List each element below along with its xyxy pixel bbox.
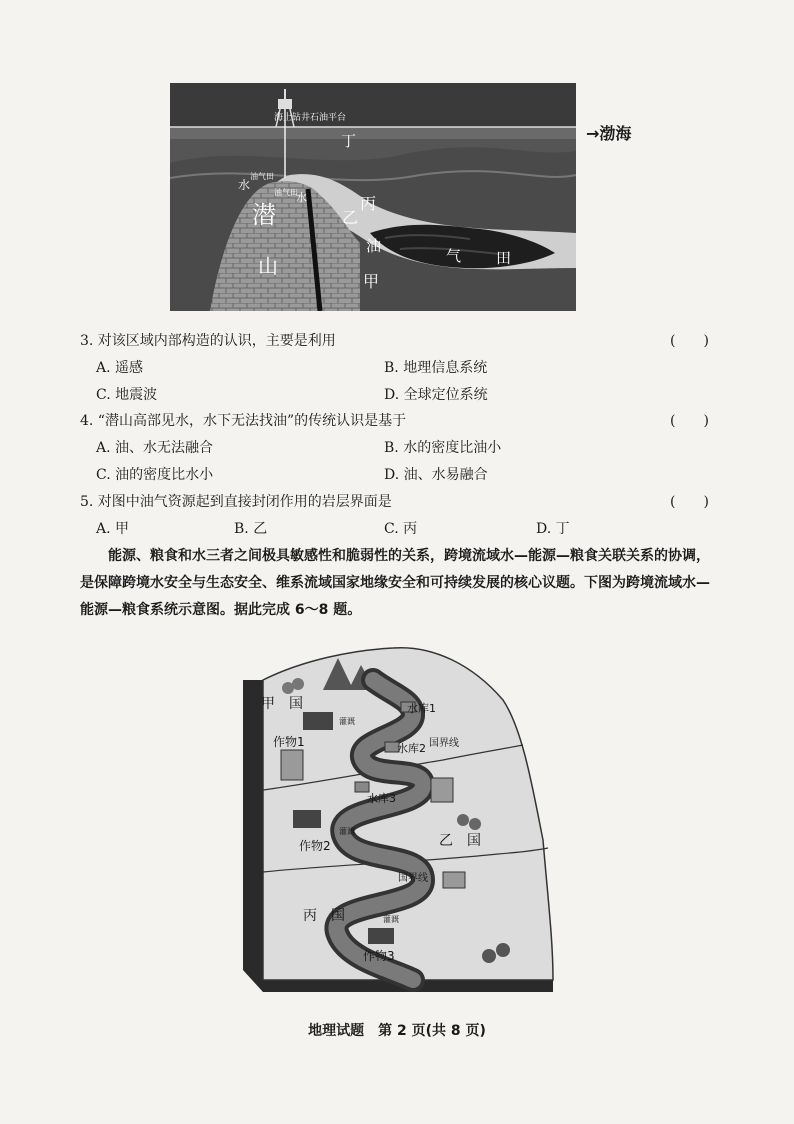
oil-field-cross-section-figure xyxy=(170,83,576,311)
reservoir-3-label: 水库3 xyxy=(367,792,396,805)
question-5-stem: 5. 对图中油气资源起到直接封闭作用的岩层界面是 xyxy=(80,494,392,510)
label-bing: 丙 xyxy=(360,194,377,213)
country-bing-label: 丙 国 xyxy=(303,908,345,924)
label-yi: 乙 xyxy=(342,208,359,227)
question-4-answer-blank: ( ) xyxy=(670,413,709,429)
label-water-left: 水 xyxy=(238,178,251,192)
irrigation-label-1: 灌溉 xyxy=(339,717,355,726)
question-3-option-c: C. 地震波 xyxy=(96,387,158,403)
border-label-2: 国界线 xyxy=(398,873,428,884)
question-5-option-b: B. 乙 xyxy=(234,521,268,537)
label-field: 田 xyxy=(496,249,512,267)
question-4-stem: 4. “潜山高部见水，水下无法找油”的传统认识是基于 xyxy=(80,413,407,429)
reservoir-2-label: 水库2 xyxy=(397,742,426,755)
question-5-option-c: C. 丙 xyxy=(384,521,418,537)
irrigation-label-3: 灌溉 xyxy=(383,915,399,924)
label-shan: 山 xyxy=(258,254,278,278)
label-oil: 油 xyxy=(366,237,382,255)
reading-passage: 能源、粮食和水三者之间极具敏感性和脆弱性的关系，跨境流域水—能源—粮食关联关系的协调，是保障跨境水安全与生态安全、维系流域国家地缘安全和可持续发展的核心议题。下图为跨境流域水—能源—粮食系统示意图。据此完成 6～8 题。 xyxy=(80,548,710,618)
label-jia: 甲 xyxy=(363,272,380,291)
crop-3-label: 作物3 xyxy=(363,949,395,963)
border-label-1: 国界线 xyxy=(429,738,459,749)
country-yi-label: 乙 国 xyxy=(439,833,481,849)
label-water-right: 水 xyxy=(296,191,307,204)
platform-label: 海上钻井石油平台 xyxy=(274,113,347,123)
question-4-option-b: B. 水的密度比油小 xyxy=(384,440,502,456)
label-oil-gas-right: 油气田 xyxy=(274,188,298,197)
crop-1-label: 作物1 xyxy=(273,735,305,749)
question-5-answer-blank: ( ) xyxy=(670,494,709,510)
question-4-option-c: C. 油的密度比水小 xyxy=(96,467,214,483)
question-5-option-a: A. 甲 xyxy=(96,521,130,537)
question-4-option-d: D. 油、水易融合 xyxy=(384,467,488,483)
reservoir-1-label: 水库1 xyxy=(407,702,436,715)
transboundary-basin-figure xyxy=(243,640,563,995)
bohai-sea-label: →渤海 xyxy=(586,124,632,143)
question-3-option-a: A. 遥感 xyxy=(96,360,144,376)
label-gas: 气 xyxy=(446,247,462,265)
irrigation-label-2: 灌溉 xyxy=(339,827,355,836)
question-3-option-d: D. 全球定位系统 xyxy=(384,387,488,403)
basin-block-diagram xyxy=(243,640,563,995)
crop-2-label: 作物2 xyxy=(299,839,331,853)
label-qian: 潜 xyxy=(252,201,276,229)
question-5-option-d: D. 丁 xyxy=(536,521,570,537)
question-3-answer-blank: ( ) xyxy=(670,333,709,349)
question-3-option-b: B. 地理信息系统 xyxy=(384,360,488,376)
arrow-right-icon: → xyxy=(586,124,600,143)
label-oil-gas-left: 油气田 xyxy=(250,172,274,181)
label-ding: 丁 xyxy=(341,132,357,150)
country-jia-label: 甲 国 xyxy=(261,696,303,712)
page-footer: 地理试题 第 2 页(共 8 页) xyxy=(308,1023,486,1039)
question-3-stem: 3. 对该区域内部构造的认识，主要是利用 xyxy=(80,333,336,349)
question-4-option-a: A. 油、水无法融合 xyxy=(96,440,214,456)
cross-section-drawing xyxy=(170,83,576,311)
